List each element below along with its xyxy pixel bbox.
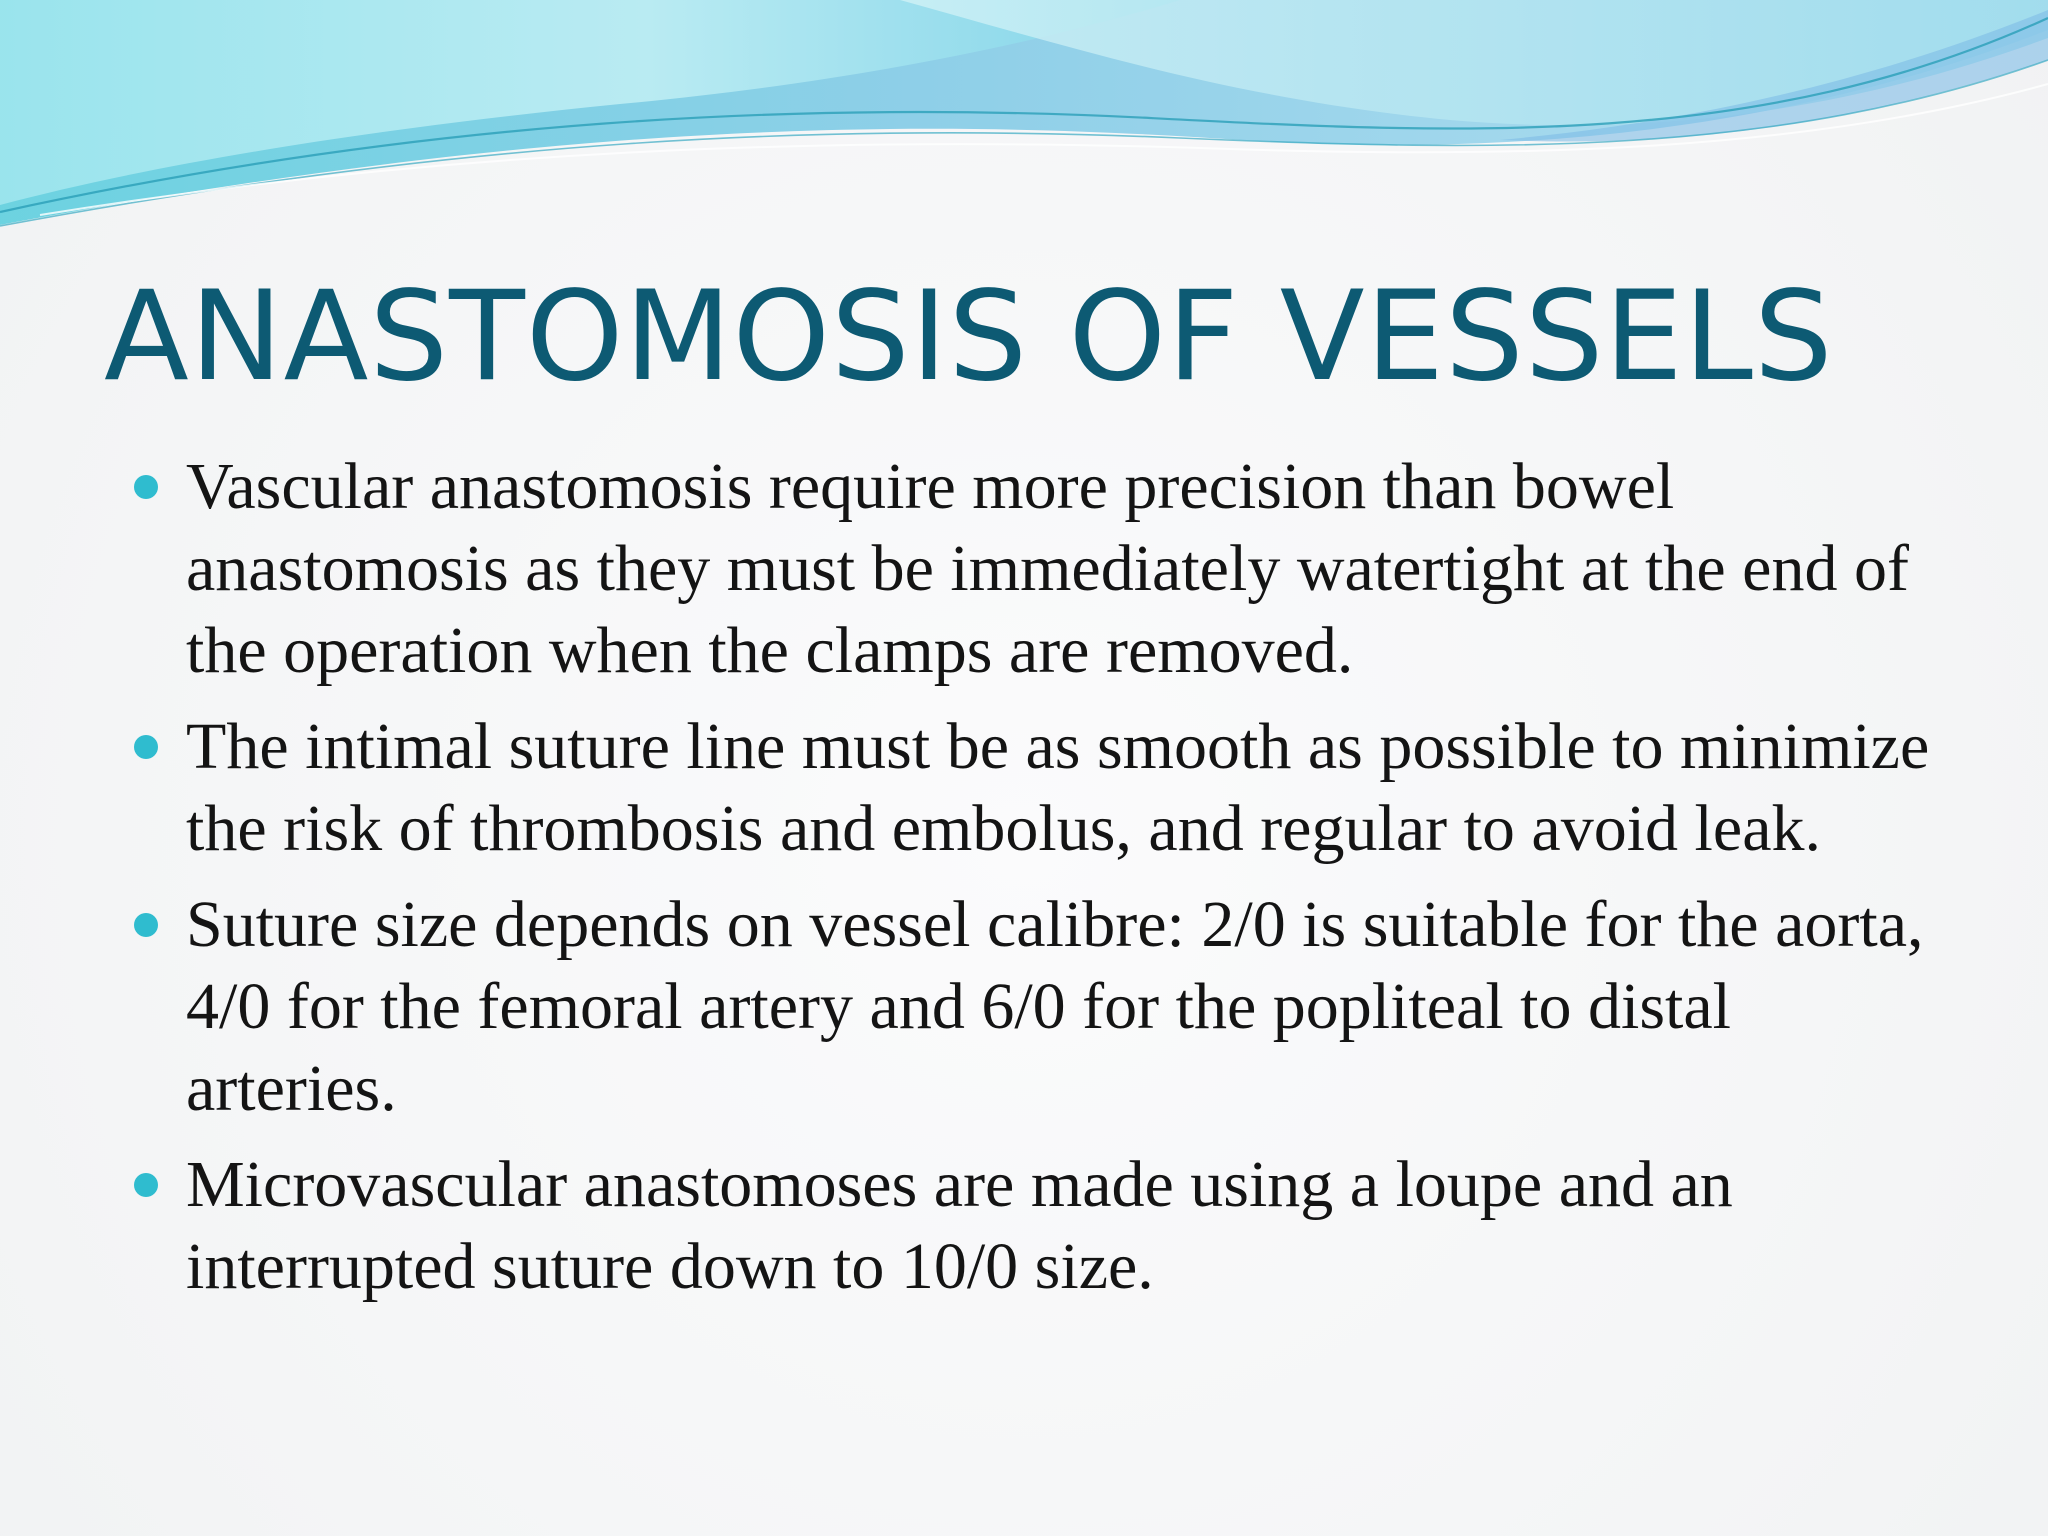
slide-title: ANASTOMOSIS OF VESSELS xyxy=(104,265,1834,409)
list-item xyxy=(130,446,1930,692)
bullet-text: Suture size depends on vessel calibre: 2/0 is suitable for the aorta, 4/0 for the femoral artery and 6/0 for the popliteal to distal arteries. xyxy=(186,888,1924,1125)
bullet-text: Microvascular anastomoses are made using a loupe and an interrupted suture down to 10/0 size. xyxy=(186,1148,1733,1303)
bullet-dot-icon xyxy=(134,475,158,499)
bullet-text: The intimal suture line must be as smooth as possible to minimize the risk of thrombosis and embolus, and regular to avoid leak. xyxy=(186,710,1930,865)
bullet-dot-icon xyxy=(134,913,158,937)
bullet-dot-icon xyxy=(134,735,158,759)
bullet-text: Vascular anastomosis require more precision than bowel anastomosis as they must be immediately watertight at the end of the operation when the clamps are removed. xyxy=(186,450,1909,687)
list-item xyxy=(130,884,1930,1130)
bullet-dot-icon xyxy=(134,1173,158,1197)
list-item xyxy=(130,706,1930,870)
list-item xyxy=(130,1144,1930,1308)
header-wave-decoration xyxy=(0,0,2048,260)
bullet-list xyxy=(130,446,1930,1322)
